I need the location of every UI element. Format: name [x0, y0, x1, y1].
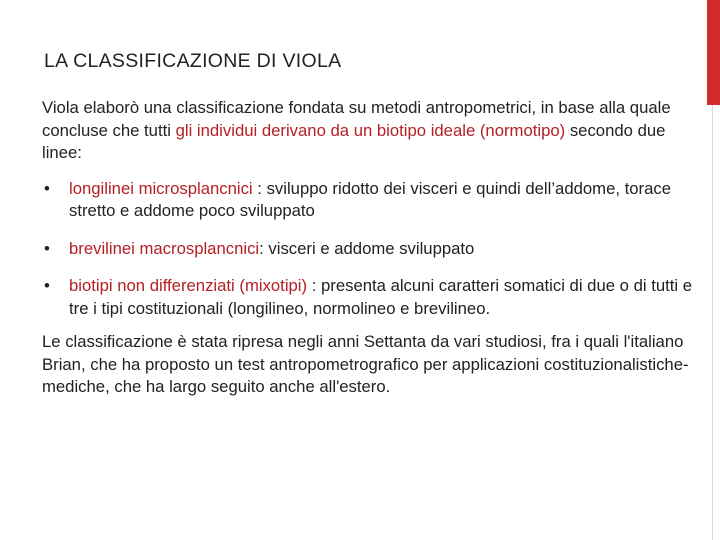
intro-after: secondo due linee: [42, 120, 666, 162]
bullet-dot: • [44, 276, 50, 295]
bullet-dot: • [44, 178, 50, 198]
bullet-list [42, 178, 692, 321]
bullet-text: : presenta alcuni caratteri somatici di due o di tutti e tre i tipi costituzionali (longilineo, normolineo e brevilineo. [69, 276, 693, 318]
bullet-term: brevilinei macrosplancnici [69, 238, 260, 258]
slide-title: LA CLASSIFICAZIONE DI VIOLA [44, 50, 342, 72]
slide-content [42, 97, 692, 399]
bullet-text: : visceri e addome sviluppato [259, 238, 475, 258]
closing-paragraph: Le classificazione è stata ripresa negli anni Settanta da vari studiosi, fra i quali l'italiano Brian, che ha proposto un test antropometrografico per applicazioni costituzionalistiche-mediche, che ha largo seguito anche all'estero. [42, 332, 689, 396]
bullet-item-longilinei [42, 178, 692, 223]
bullet-term: biotipi non differenziati (mixotipi) [69, 276, 308, 295]
bullet-term: longilinei microsplancnici [69, 178, 253, 198]
bullet-item-mixotipi [42, 275, 692, 320]
intro-text: Viola elaborò una classificazione fondata su metodi antropometrici, in base alla quale concluse che tutti [42, 98, 671, 140]
bullet-dot: • [44, 238, 50, 258]
accent-bar [707, 0, 720, 105]
side-divider-line [712, 105, 713, 540]
bullet-text: : sviluppo ridotto dei visceri e quindi dell’addome, torace stretto e addome poco sviluppato [69, 178, 672, 220]
bullet-item-brevilinei [42, 238, 692, 261]
intro-paragraph [42, 97, 692, 165]
intro-highlight: gli individui derivano da un biotipo ideale (normotipo) [175, 120, 566, 140]
